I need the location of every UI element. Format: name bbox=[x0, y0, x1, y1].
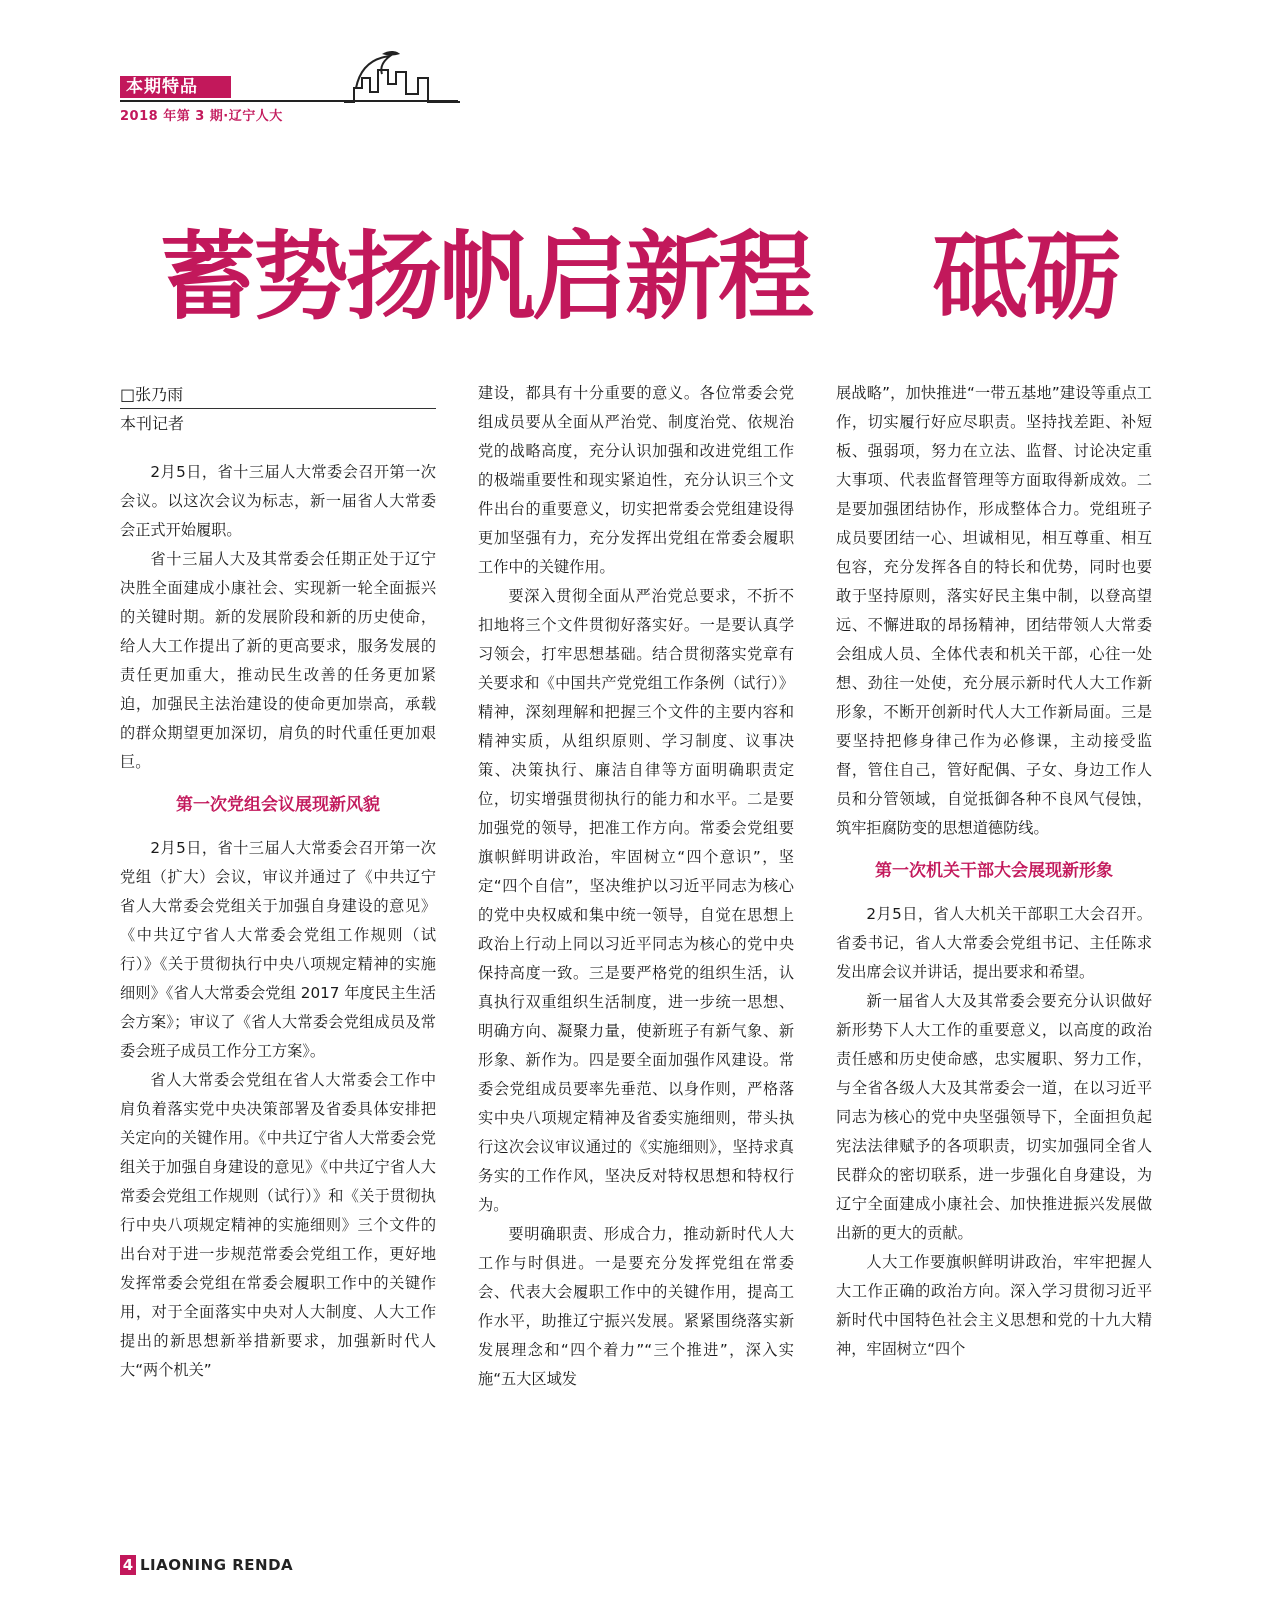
section-heading: 第一次机关干部大会展现新形象 bbox=[875, 861, 1113, 881]
byline-rule bbox=[120, 408, 436, 409]
city-skyline-logo-icon bbox=[342, 48, 462, 104]
article-headline: 蓄势扬帆启新程 砥砺 bbox=[160, 222, 1119, 332]
paragraph: 新一届省人大及其常委会要充分认识做好新形势下人大工作的重要意义，以高度的政治责任感和历史使命感，忠实履职、努力工作，与全省各级人大及其常委会一道，在以习近平同志为核心的党中央坚强领导下，全面担负起宪法法律赋予的各项职责，切实加强同全省人民群众的密切联系，进一步强化自身建设，为辽宁全面建成小康社会、加快推进振兴发展做出新的更大的贡献。 bbox=[836, 992, 1152, 1242]
paragraph: 展战略”，加快推进“一带五基地”建设等重点工作，切实履行好应尽职责。坚持找差距、补短板、强弱项，努力在立法、监督、讨论决定重大事项、代表监督管理等方面取得新成效。二是要加强团结协作，形成整体合力。党组班子成员要团结一心、坦诚相见，相互尊重、相互包容，充分发挥各自的特长和优势，同时也要敢于坚持原则，落实好民主集中制，以登高望远、不懈进取的昂扬精神，团结带领人大常委会组成人员、全体代表和机关干部，心往一处想、劲往一处使，充分展示新时代人大工作新形象，不断开创新时代人大工作新局面。三是要坚持把修身律己作为必修课，主动接受监督，管住自己，管好配偶、子女、身边工作人员和分管领域，自觉抵御各种不良风气侵蚀，筑牢拒腐防变的思想道德防线。 bbox=[836, 384, 1152, 837]
paragraph: 2月5日，省人大机关干部职工大会召开。省委书记，省人大常委会党组书记、主任陈求发出席会议并讲话，提出要求和希望。 bbox=[836, 905, 1152, 981]
paragraph: 省人大常委会党组在省人大常委会工作中肩负着落实党中央决策部署及省委具体安排把关定向的关键作用。《中共辽宁省人大常委会党组关于加强自身建设的意见》《中共辽宁省人大常委会党组工作规则（试行）》和《关于贯彻执行中央八项规定精神的实施细则》三个文件的出台对于进一步规范常委会党组工作，更好地发挥常委会党组在常委会履职工作中的关键作用，对于全面落实中央对人大制度、人大工作提出的新思想新举措新要求，加强新时代人大“两个机关” bbox=[120, 1071, 436, 1379]
paragraph: 人大工作要旗帜鲜明讲政治，牢牢把握人大工作正确的政治方向。深入学习贯彻习近平新时代中国特色社会主义思想和党的十九大精神，牢固树立“四个 bbox=[836, 1253, 1152, 1358]
paragraph: 建设，都具有十分重要的意义。各位常委会党组成员要从全面从严治党、制度治党、依规治党的战略高度，充分认识加强和改进党组工作的极端重要性和现实紧迫性，充分认识三个文件出台的重要意义，切实把常委会党组建设得更加坚强有力，充分发挥出党组在常委会履职工作中的关键作用。 bbox=[478, 384, 794, 576]
text-column-2 bbox=[478, 379, 794, 1394]
paragraph: 省十三届人大及其常委会任期正处于辽宁决胜全面建成小康社会、实现新一轮全面振兴的关键时期。新的发展阶段和新的历史使命，给人大工作提出了新的更高要求，服务发展的责任更加重大，推动民生改善的任务更加紧迫，加强民主法治建设的使命更加崇高，承载的群众期望更加深切，肩负的时代重任更加艰巨。 bbox=[120, 550, 436, 771]
page-number: 4 bbox=[120, 1555, 136, 1575]
magazine-name: LIAONING RENDA bbox=[140, 1556, 294, 1574]
byline bbox=[120, 382, 436, 437]
paragraph: 2月5日，省十三届人大常委会召开第一次党组（扩大）会议，审议并通过了《中共辽宁省人大常委会党组关于加强自身建设的意见》《中共辽宁省人大常委会党组工作规则（试行）》《关于贯彻执行中央八项规定精神的实施细则》《省人大常委会党组 2017 年度民主生活会方案》；审议了《省人大常委会党组成员及常委会班子成员工作分工方案》。 bbox=[120, 839, 436, 1060]
issue-line: 2018 年第 3 期·辽宁人大 bbox=[120, 109, 283, 124]
paragraph: 要深入贯彻全面从严治党总要求，不折不扣地将三个文件贯彻好落实好。一是要认真学习领会，打牢思想基础。结合贯彻落实党章有关要求和《中国共产党党组工作条例（试行）》精神，深刻理解和把握三个文件的主要内容和精神实质，从组织原则、学习制度、议事决策、决策执行、廉洁自律等方面明确职责定位，切实增强贯彻执行的能力和水平。二是要加强党的领导，把准工作方向。常委会党组要旗帜鲜明讲政治，牢固树立“四个意识”，坚定“四个自信”，坚决维护以习近平同志为核心的党中央权威和集中统一领导，自觉在思想上政治上行动上同以习近平同志为核心的党中央保持高度一致。三是要严格党的组织生活，认真执行双重组织生活制度，进一步统一思想、明确方向、凝聚力量，使新班子有新气象、新形象、新作为。四是要全面加强作风建设。常委会党组成员要率先垂范、以身作则，严格落实中央八项规定精神及省委实施细则，带头执行这次会议审议通过的《实施细则》，坚持求真务实的工作作风，坚决反对特权思想和特权行为。 bbox=[478, 587, 794, 1214]
author-role: 本刊记者 bbox=[120, 414, 185, 433]
text-column-1 bbox=[120, 458, 436, 1385]
text-column-3 bbox=[836, 379, 1152, 1364]
section-label: 本期特品 bbox=[120, 76, 231, 98]
header-rule bbox=[120, 100, 458, 102]
paragraph: 要明确职责、形成合力，推动新时代人大工作与时俱进。一是要充分发挥党组在常委会、代表大会履职工作中的关键作用，提高工作水平，助推辽宁振兴发展。紧紧围绕落实新发展理念和“四个着力”“三个推进”，深入实施“五大区域发 bbox=[478, 1225, 794, 1388]
paragraph: 2月5日，省十三届人大常委会召开第一次会议。以这次会议为标志，新一届省人大常委会正式开始履职。 bbox=[120, 463, 436, 539]
section-heading: 第一次党组会议展现新风貌 bbox=[176, 795, 380, 815]
page-footer bbox=[120, 1553, 293, 1577]
author-name: □张乃雨 bbox=[120, 385, 184, 404]
